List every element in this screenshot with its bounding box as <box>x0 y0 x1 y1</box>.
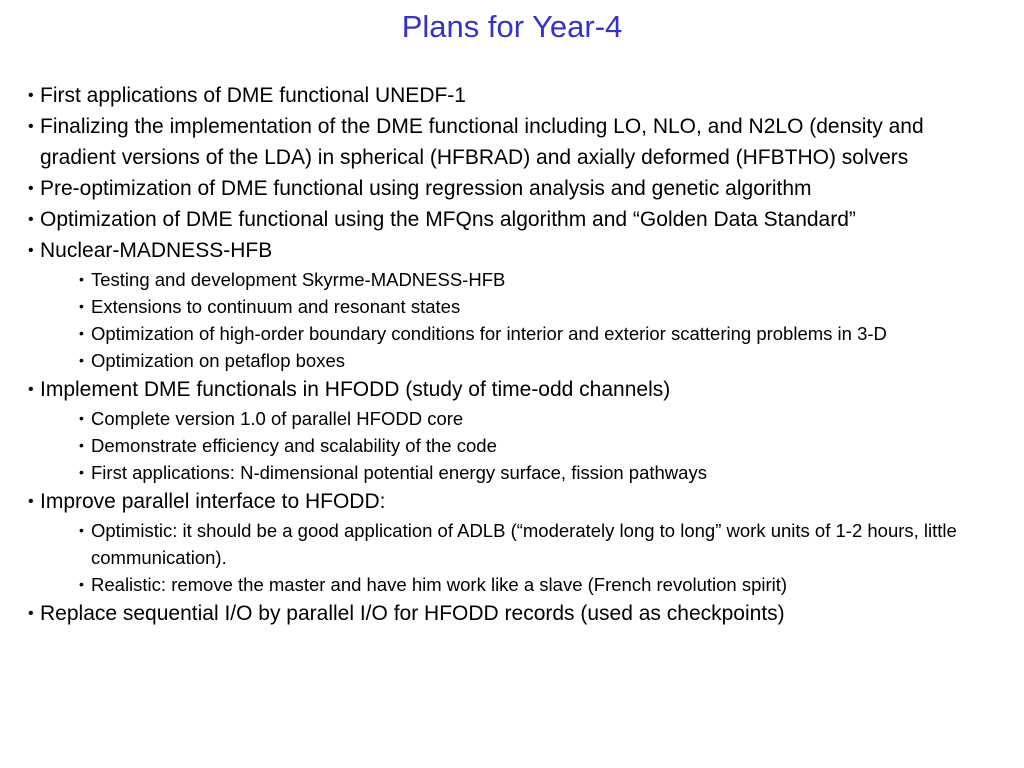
bullet-item <box>28 111 998 173</box>
sub-bullet-group <box>28 517 998 598</box>
sub-bullet-text: Optimization of high-order boundary conditions for interior and exterior scattering problems in 3-D <box>91 323 887 344</box>
bullet-text: Improve parallel interface to HFODD: <box>40 490 386 513</box>
bullet-marker: • <box>28 87 34 104</box>
sub-bullet-list <box>28 517 998 598</box>
bullet-item <box>28 486 998 517</box>
sub-bullet-text: First applications: N-dimensional potential energy surface, fission pathways <box>91 462 707 483</box>
sub-bullet-marker: • <box>79 325 84 341</box>
sub-bullet-item <box>79 405 998 432</box>
sub-bullet-marker: • <box>79 522 84 538</box>
sub-bullet-item <box>79 571 998 598</box>
sub-bullet-text: Complete version 1.0 of parallel HFODD core <box>91 408 464 429</box>
sub-bullet-text: Realistic: remove the master and have him work like a slave (French revolution spirit) <box>91 574 788 595</box>
sub-bullet-marker: • <box>79 271 84 287</box>
sub-bullet-item <box>79 517 998 571</box>
bullet-text: Replace sequential I/O by parallel I/O for HFODD records (used as checkpoints) <box>40 602 785 625</box>
sub-bullet-text: Optimization on petaflop boxes <box>91 350 346 371</box>
bullet-item <box>28 173 998 204</box>
sub-bullet-list <box>28 266 998 374</box>
bullet-text: Pre-optimization of DME functional using regression analysis and genetic algorithm <box>40 177 812 200</box>
sub-bullet-text: Demonstrate efficiency and scalability of the code <box>91 435 497 456</box>
bullet-item <box>28 235 998 266</box>
sub-bullet-text: Extensions to continuum and resonant states <box>91 296 461 317</box>
sub-bullet-item <box>79 320 998 347</box>
bullet-text: Optimization of DME functional using the MFQns algorithm and “Golden Data Standard” <box>40 208 856 231</box>
sub-bullet-group <box>28 266 998 374</box>
bullet-marker: • <box>28 381 34 398</box>
sub-bullet-item <box>79 266 998 293</box>
bullet-text: Finalizing the implementation of the DME functional including LO, NLO, and N2LO (density and gradient versions of the LDA) in spherical (HFBRAD) and axially deformed (HFBTHO) solvers <box>40 115 924 169</box>
sub-bullet-marker: • <box>79 298 84 314</box>
sub-bullet-group <box>28 405 998 486</box>
bullet-marker: • <box>28 211 34 228</box>
bullet-item <box>28 374 998 405</box>
sub-bullet-item <box>79 293 998 320</box>
bullet-marker: • <box>28 493 34 510</box>
bullet-marker: • <box>28 118 34 135</box>
bullet-item <box>28 204 998 235</box>
bullet-item <box>28 80 998 111</box>
bullet-text: Implement DME functionals in HFODD (study of time-odd channels) <box>40 378 671 401</box>
sub-bullet-text: Optimistic: it should be a good application of ADLB (“moderately long to long” work units of 1-2 hours, little communication). <box>91 520 957 568</box>
sub-bullet-marker: • <box>79 352 84 368</box>
bullet-item <box>28 598 998 629</box>
bullet-text: Nuclear-MADNESS-HFB <box>40 239 273 262</box>
bullet-marker: • <box>28 605 34 622</box>
bullet-marker: • <box>28 180 34 197</box>
sub-bullet-marker: • <box>79 437 84 453</box>
sub-bullet-item <box>79 459 998 486</box>
sub-bullet-item <box>79 347 998 374</box>
sub-bullet-marker: • <box>79 464 84 480</box>
sub-bullet-marker: • <box>79 576 84 592</box>
slide-title: Plans for Year-4 <box>401 9 623 44</box>
bullet-text: First applications of DME functional UNEDF-1 <box>40 84 466 107</box>
sub-bullet-list <box>28 405 998 486</box>
sub-bullet-marker: • <box>79 410 84 426</box>
sub-bullet-text: Testing and development Skyrme-MADNESS-HFB <box>91 269 506 290</box>
bullet-marker: • <box>28 242 34 259</box>
sub-bullet-item <box>79 432 998 459</box>
bullet-list <box>28 80 998 629</box>
